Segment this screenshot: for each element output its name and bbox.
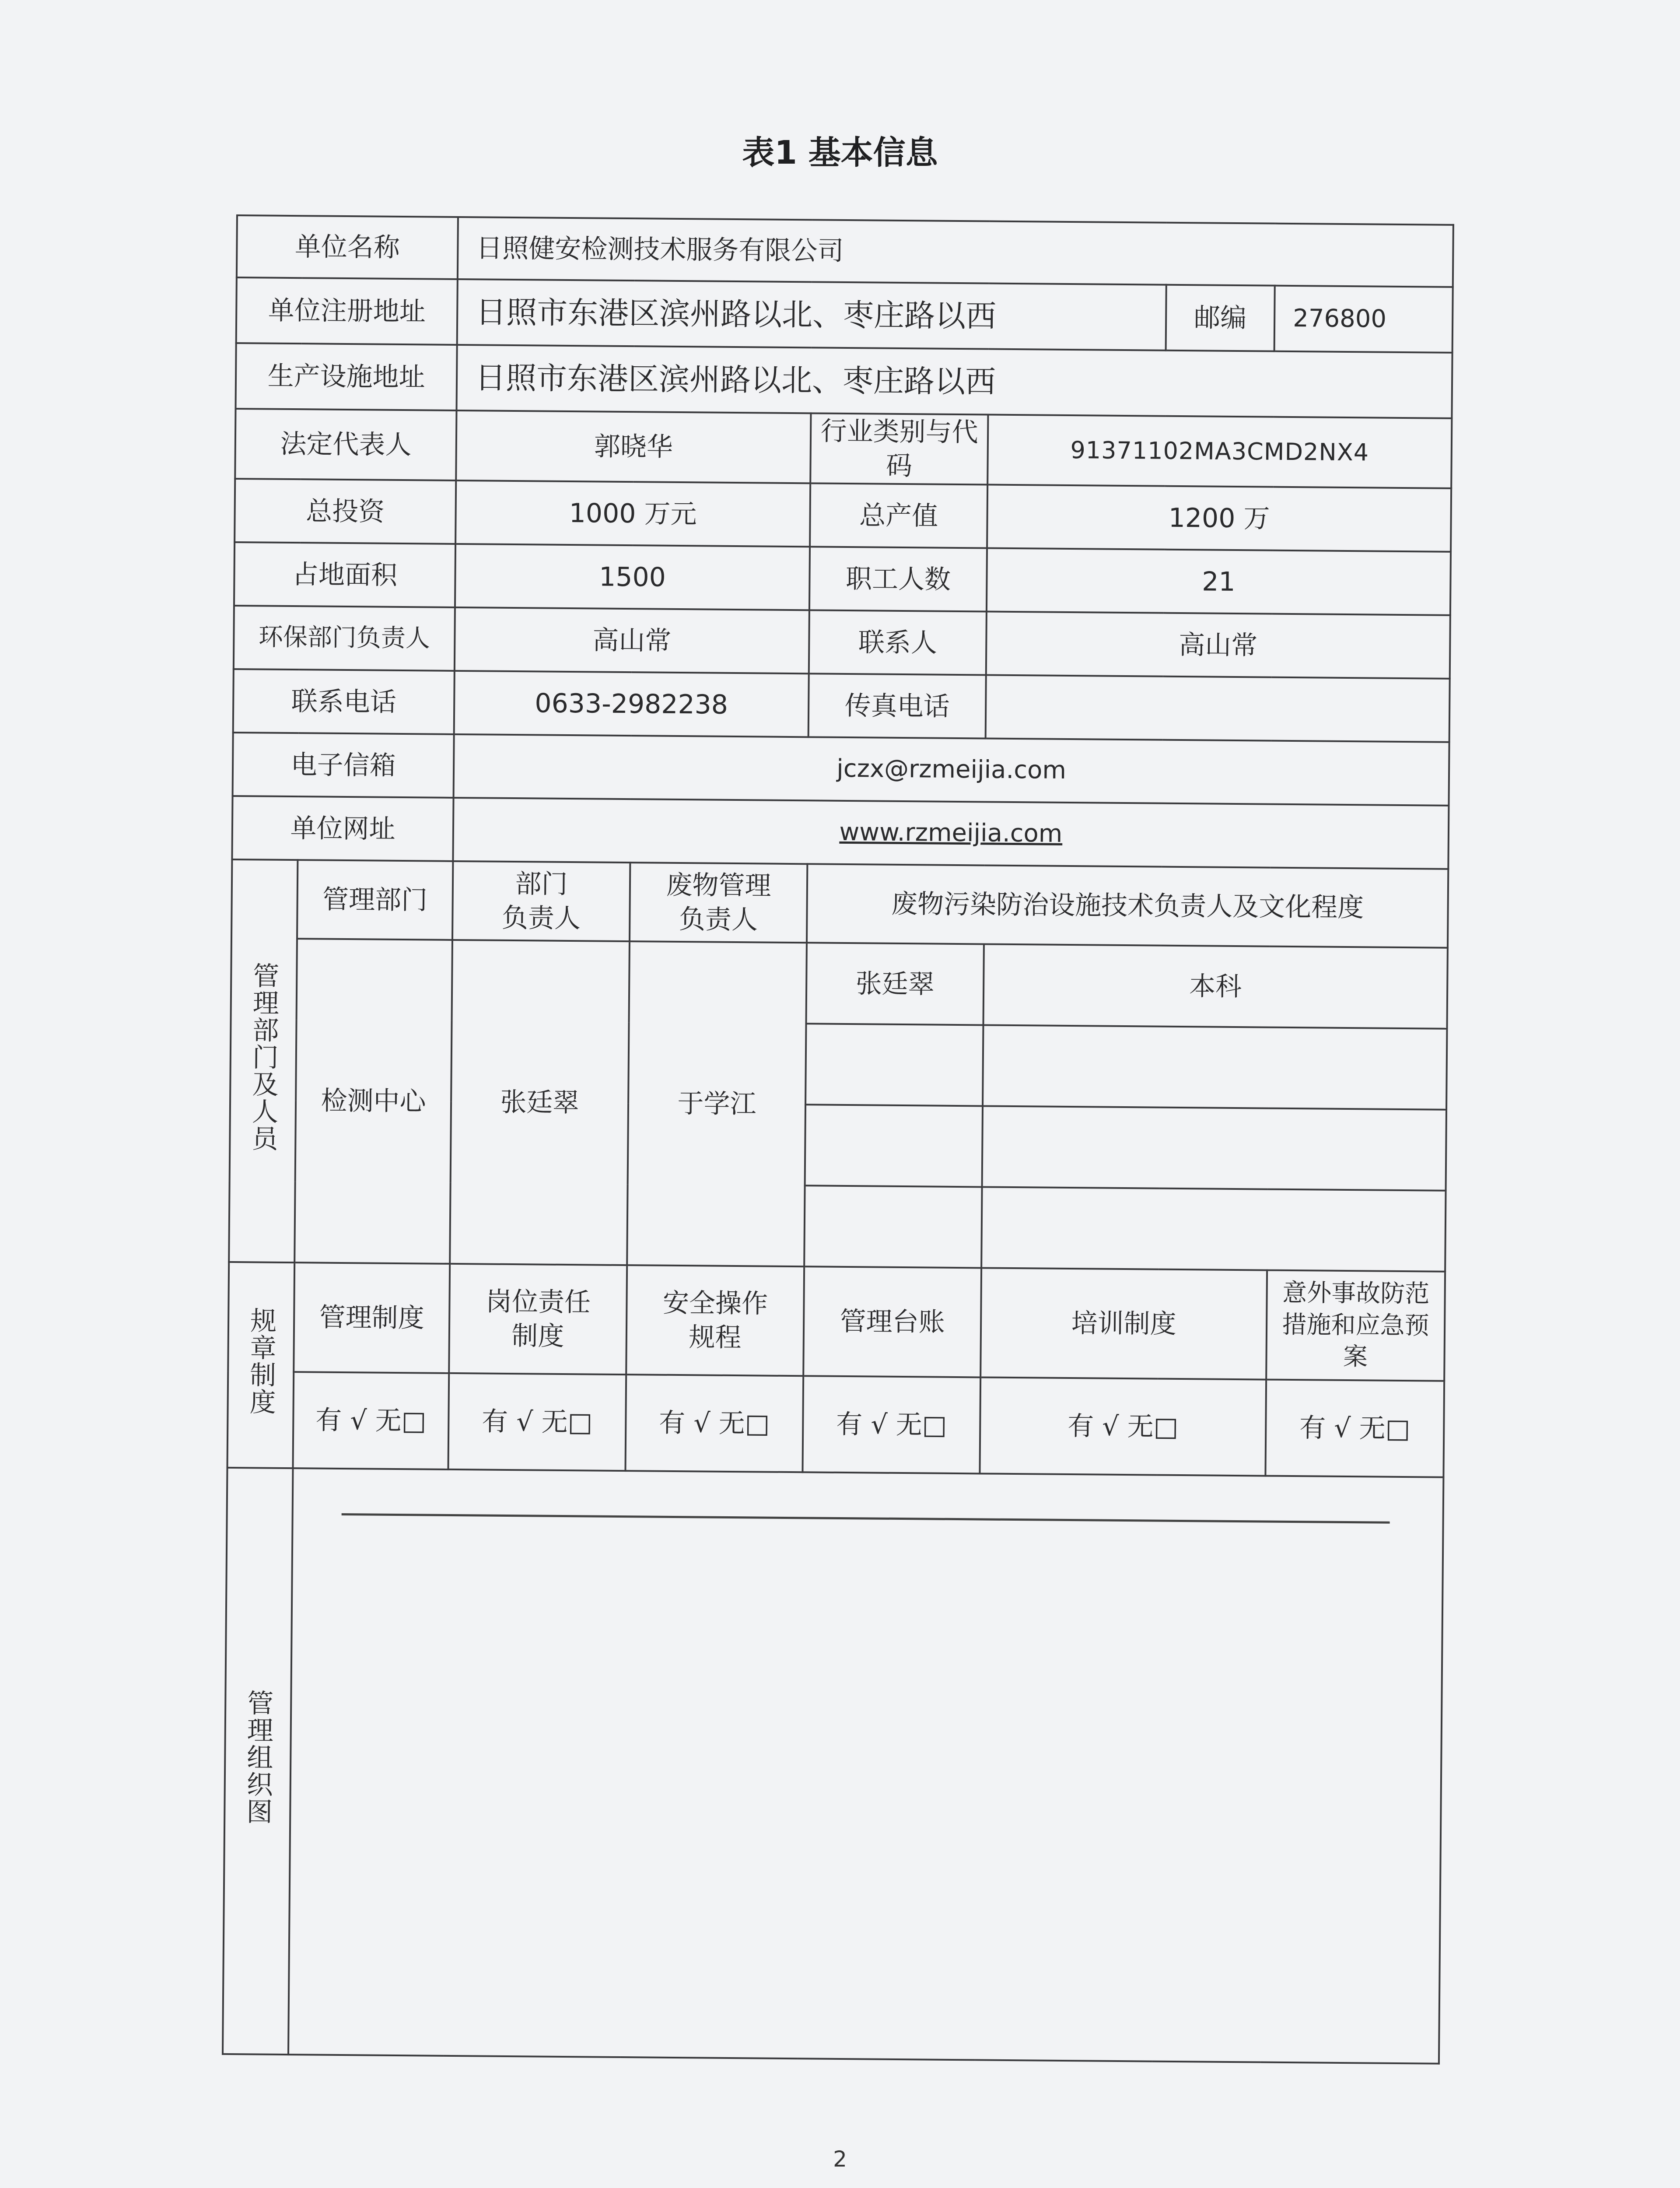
rule-status: 有 √ 无□ [980,1377,1266,1476]
email-label: 电子信箱 [233,733,454,798]
row-investment [234,479,1451,552]
tech-name-cell: 张廷翠 [806,943,984,1025]
staff-label: 职工人数 [809,547,987,611]
unit-name-value: 日照健安检测技术服务有限公司 [458,217,1453,287]
mgmt-dept-value: 检测中心 [294,939,452,1264]
prod-address-label: 生产设施地址 [236,343,457,410]
env-head-label: 环保部门负责人 [234,606,455,671]
reg-address-label: 单位注册地址 [236,277,458,345]
row-rules-status [228,1371,1445,1477]
phone-value: 0633-2982238 [454,671,809,737]
contact-label: 联系人 [809,610,987,675]
rule-header: 安全操作 规程 [626,1265,804,1376]
area-value: 1500 [455,544,810,610]
tech-edu-cell [982,1106,1446,1190]
basic-info-form [222,214,1452,2071]
zip-value: 276800 [1274,286,1453,353]
rule-status: 有 √ 无□ [625,1375,803,1472]
investment-value: 1000 万元 [455,480,810,547]
env-head-value: 高山常 [455,607,809,673]
row-email [233,733,1449,806]
page-title: 表1 基本信息 [742,134,938,172]
page-number: 2 [833,2146,847,2172]
output-value: 1200 万 [987,485,1451,552]
rule-status: 有 √ 无□ [448,1373,626,1471]
rule-status: 有 √ 无□ [1265,1380,1444,1477]
row-rules-header [228,1262,1445,1381]
rule-header: 意外事故防范 措施和应急预案 [1266,1270,1445,1381]
rule-header: 岗位责任 制度 [449,1264,627,1375]
prod-address-value: 日照市东港区滨州路以北、枣庄路以西 [456,345,1452,418]
tech-name-cell [805,1024,983,1106]
rule-header: 培训制度 [980,1268,1267,1379]
row-prod-address [236,343,1452,418]
row-phone [233,669,1450,742]
investment-label: 总投资 [234,479,456,544]
row-website [232,796,1449,869]
tech-name-cell [804,1185,982,1268]
basic-info-table [222,214,1454,2065]
row-reg-address [236,277,1453,353]
rule-status: 有 √ 无□ [802,1376,980,1473]
mgmt-waste-head-header: 废物管理 负责人 [630,863,807,943]
reg-address-value: 日照市东港区滨州路以北、枣庄路以西 [457,279,1166,351]
rule-status: 有 √ 无□ [293,1372,449,1469]
tech-edu-cell [983,1025,1447,1109]
rules-section-label: 规章制度 [228,1262,295,1468]
mgmt-section-label: 管理部门及人员 [229,859,298,1262]
mgmt-dept-header: 管理部门 [297,860,453,940]
contact-value: 高山常 [986,611,1450,678]
row-area [234,542,1451,615]
row-unit-name [237,215,1453,287]
tech-edu-cell: 本科 [984,944,1448,1028]
output-label: 总产值 [810,483,987,548]
mgmt-dept-head-header: 部门 负责人 [452,861,630,941]
website-value: www.rzmeijia.com [453,798,1449,869]
tech-name-cell [805,1105,983,1187]
area-label: 占地面积 [234,542,455,607]
legal-rep-label: 法定代表人 [235,409,456,480]
org-section-label: 管理组织图 [223,1468,293,2055]
email-value: jczx@rzmeijia.com [454,734,1449,806]
unit-name-label: 单位名称 [237,215,458,279]
rule-header: 管理制度 [294,1262,450,1373]
mgmt-tech-header: 废物污染防治设施技术负责人及文化程度 [807,864,1448,948]
zip-label: 邮编 [1166,285,1275,351]
industry-code-label: 行业类别与代码 [810,413,988,484]
rule-header: 管理台账 [803,1266,981,1377]
mgmt-waste-head-value: 于学江 [627,941,807,1266]
tech-edu-cell [981,1187,1446,1271]
fax-label: 传真电话 [808,673,986,738]
org-chart-area [288,1468,1443,2064]
row-org-chart [223,1468,1443,2064]
fax-value [986,675,1450,742]
website-label: 单位网址 [232,796,453,861]
phone-label: 联系电话 [233,669,455,734]
row-mgmt-1 [231,938,1448,1029]
row-mgmt-header [231,859,1448,948]
legal-rep-value: 郭晓华 [456,410,811,483]
staff-value: 21 [987,548,1451,615]
row-legal [235,409,1452,488]
org-chart-line [342,1513,1390,1524]
row-env-head [234,606,1450,679]
industry-code-value: 91371102MA3CMD2NX4 [987,415,1452,488]
mgmt-dept-head-value: 张廷翠 [450,940,630,1265]
